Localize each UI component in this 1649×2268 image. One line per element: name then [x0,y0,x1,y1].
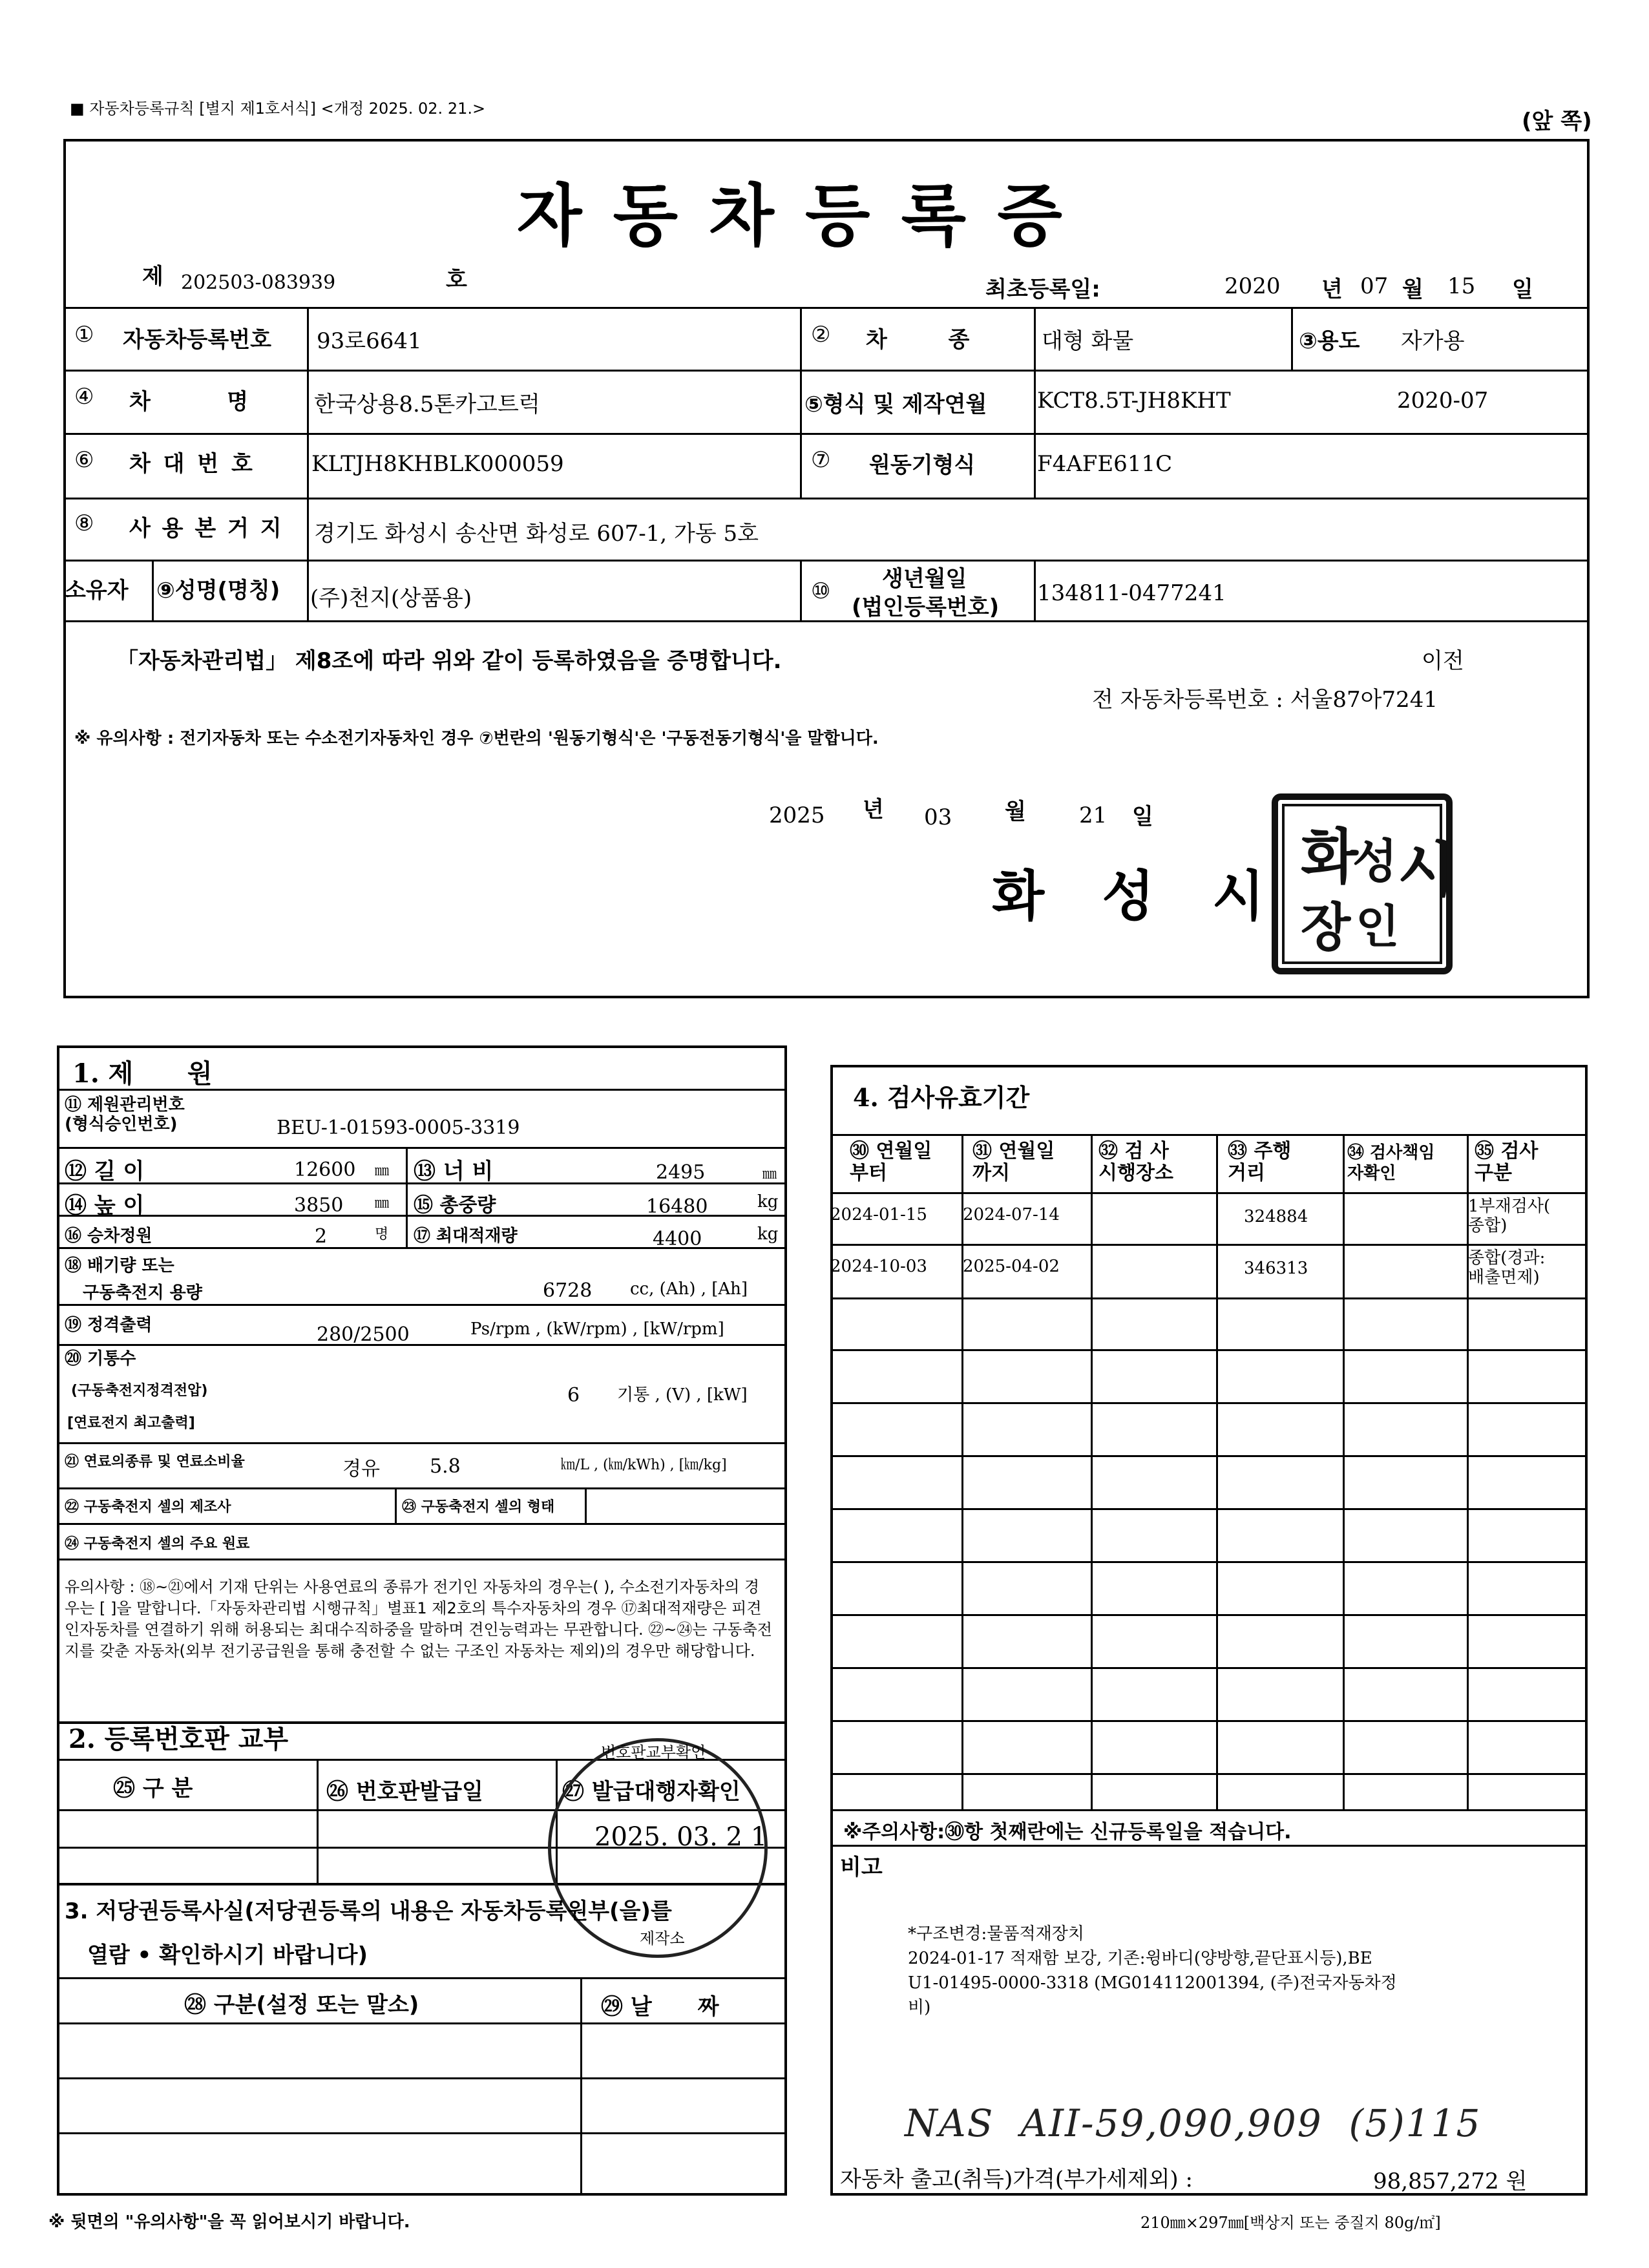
plate-stamp-bottom: 제작소 [640,1929,685,1948]
fuel-unit: ㎞/L , (㎞/kWh) , [㎞/kg] [561,1457,727,1473]
usage-label: ③용도 [1299,328,1360,354]
capacity-label: ⑯ 승차정원 [65,1226,152,1246]
price-label: 자동차 출고(취득)가격(부가세제외) : [840,2167,1193,2192]
vehicle-type-label: 차 종 [866,327,970,353]
regulation-line: ■ 자동차등록규칙 [별지 제1호서식] <개정 2025. 02. 21.> [70,100,486,118]
cert-number: 202503-083939 [181,271,336,294]
length-value: 12600 [294,1159,356,1181]
first-reg-year: 2020 [1224,273,1281,299]
insp-row-2-from: 2024-10-03 [830,1257,927,1276]
footer-notice: ※ 뒷면의 "유의사항"을 꼭 읽어보시기 바랍니다. [48,2212,410,2232]
height-unit: ㎜ [375,1195,390,1212]
insp-row-2-km: 346313 [1244,1259,1308,1278]
insp-col-place: ㉜ 검 사 시행장소 [1098,1140,1173,1184]
field-8-number: ⑧ [74,510,94,536]
fuel-label: ㉑ 연료의종류 및 연료소비율 [65,1454,245,1470]
plate-col-issue-date: ㉖ 번호판발급일 [326,1779,483,1805]
manufacture-date: 2020-07 [1397,388,1489,414]
spec-11-label: ⑪ 제원관리번호 (형식승인번호) [65,1095,185,1134]
vin-value: KLTJH8KHBLK000059 [311,451,564,477]
max-load-label: ⑰ 최대적재량 [414,1226,518,1246]
cylinders-label-1: ⑳ 기통수 [65,1349,136,1369]
max-load-unit: kg [757,1224,779,1244]
width-unit: ㎜ [762,1166,777,1182]
certify-statement: 「자동차관리법」 제8조에 따라 위와 같이 등록하였음을 증명합니다. [116,648,782,674]
mortgage-box [57,1885,787,2196]
owner-name-label: ⑨성명(명칭) [156,578,280,604]
cert-no-prefix: 제 [142,264,163,289]
field-7-number: ⑦ [811,447,831,473]
first-reg-label: 최초등록일: [985,277,1100,302]
corp-reg-value: 134811-0477241 [1037,580,1226,606]
reg-number-label: 자동차등록번호 [123,327,271,353]
field-1-number: ① [74,322,94,348]
first-reg-month: 07 [1360,273,1389,299]
field-4-number: ④ [74,384,94,410]
remarks-line-1: *구조변경:물품적재장치 [908,1924,1084,1944]
transfer-label: 이전 [1422,648,1464,674]
gross-weight-unit: kg [757,1192,779,1212]
max-load-value: 4400 [653,1228,702,1250]
mortgage-col-type: ㉘ 구분(설정 또는 말소) [184,1992,419,2018]
mortgage-title-2: 열람 • 확인하시기 바랍니다) [87,1942,368,1968]
plate-stamp-top: 번호판교부확인 [601,1743,706,1761]
first-reg-day-unit: 일 [1512,277,1533,302]
corp-reg-label: (법인등록번호) [852,594,1000,620]
insp-row-2-type: 종합(경과: 배출면제) [1468,1248,1546,1287]
issue-month-unit: 월 [1005,799,1026,824]
capacity-value: 2 [315,1225,328,1248]
cell-maker-label: ㉒ 구동축전지 셀의 제조사 [65,1499,231,1515]
insp-col-type: ㉟ 검사 구분 [1475,1140,1539,1184]
cylinders-value: 6 [567,1384,580,1407]
cylinders-label-3: [연료전지 최고출력] [67,1415,195,1431]
displacement-value: 6728 [543,1279,593,1302]
rated-output-unit: Ps/rpm , (kW/rpm) , [kW/rpm] [470,1319,724,1339]
issue-year: 2025 [769,803,825,828]
first-reg-month-unit: 월 [1402,277,1423,302]
remarks-line-2: 2024-01-17 적재함 보강, 기존:윙바디(양방향,끝단표시등),BE [908,1949,1372,1968]
mortgage-col-date: ㉙ 날 짜 [601,1994,719,2020]
svg-text:화: 화 [1301,822,1358,892]
issue-month: 03 [924,804,952,830]
engine-value: F4AFE611C [1037,451,1173,477]
footer-paper-spec: 210㎜×297㎜[백상지 또는 중질지 80g/㎡] [1140,2214,1441,2232]
remarks-line-3: U1-01495-0000-3318 (MG014112001394, (주)전국자동차정 [908,1973,1397,1993]
inspection-notice: ※주의사항:㉚항 첫째란에는 신규등록일을 적습니다. [843,1821,1292,1843]
insp-col-to: ㉛ 연월일 까지 [972,1140,1055,1184]
displacement-label-2: 구동축전지 용량 [83,1283,202,1303]
remarks-line-4: 비) [908,1998,931,2017]
capacity-unit: 명 [375,1226,389,1243]
svg-text:성: 성 [1352,834,1398,888]
width-label: ⑬ 너 비 [414,1159,494,1184]
birth-label: 생년월일 [882,566,967,592]
insp-row-2-to: 2025-04-02 [963,1257,1060,1276]
model-label: ⑤형식 및 제작연월 [804,392,987,417]
field-6-number: ⑥ [74,447,94,473]
usage-value: 자가용 [1401,328,1465,354]
specs-note: 유의사항 : ⑱~㉑에서 기재 단위는 사용연료의 종류가 전기인 자동차의 경우는( ), 수소전기자동차의 경우는 [ ]을 말합니다.「자동차관리법 시행규칙」별표1 제2호의 특수자동차의 경우 ⑰최대적재량은 피견인자동차를 연결하기 위해 허용되는 최대수직하중을 말하며 견인능력과는 무관합니다. ㉒~㉔는 구동축전지를 갖춘 자동차(외부 전기공급원을 통해 충전할 수 없는 구조인 자동차는 제외)의 경우만 해당합니다. [65,1578,772,1660]
plate-title: 2. 등록번호판 교부 [68,1724,289,1754]
mortgage-title-1: 3. 저당권등록사실(저당권등록의 내용은 자동차등록원부(을)를 [65,1898,672,1924]
height-value: 3850 [294,1194,344,1217]
vehicle-name-value: 한국상용8.5톤카고트럭 [314,392,540,417]
engine-label: 원동기형식 [869,452,976,478]
cell-material-label: ㉔ 구동축전지 셀의 주요 원료 [65,1536,250,1552]
inspection-title: 4. 검사유효기간 [853,1083,1030,1112]
width-value: 2495 [656,1161,706,1184]
insp-col-from: ㉚ 연월일 부터 [850,1140,932,1184]
first-reg-year-unit: 년 [1321,277,1343,302]
vehicle-type-value: 대형 화물 [1042,328,1134,354]
address-value: 경기도 화성시 송산면 화성로 607-1, 가동 5호 [314,521,759,547]
issue-day: 21 [1079,803,1108,828]
first-reg-day: 15 [1447,273,1476,299]
issue-year-unit: 년 [863,797,884,823]
issue-day-unit: 일 [1132,804,1153,830]
official-seal [1272,793,1453,974]
svg-text:장: 장 [1301,897,1351,958]
height-label: ⑭ 높 이 [65,1193,145,1219]
svg-text:인: 인 [1356,899,1400,953]
plate-col-type: ㉕ 구 분 [113,1776,193,1801]
certificate-title: 자 동 차 등 록 증 [517,176,1066,255]
displacement-unit: cc, (Ah) , [Ah] [630,1279,748,1299]
svg-text:시: 시 [1398,835,1455,905]
remarks-title: 비고 [840,1854,883,1880]
front-side-label: (앞 쪽) [1522,109,1592,134]
cert-no-suffix: 호 [446,267,467,293]
length-unit: ㎜ [375,1163,390,1179]
insp-row-1-from: 2024-01-15 [830,1205,927,1224]
fuel-efficiency: 5.8 [430,1455,461,1478]
cell-type-label: ㉓ 구동축전지 셀의 형태 [402,1499,555,1515]
insp-col-confirm: ㉞ 검사책임 자확인 [1347,1143,1435,1183]
owner-name-value: (주)천지(상품용) [310,585,472,611]
field-10-number: ⑩ [811,578,831,604]
plate-stamp-date: 2025. 03. 2 1 [594,1822,768,1852]
vehicle-name-label: 차 명 [129,389,249,415]
ev-notice: ※ 유의사항 : 전기자동차 또는 수소전기자동차인 경우 ⑦번란의 '원동기형식'은 '구동전동기형식'을 말합니다. [74,729,879,748]
insp-row-1-km: 324884 [1244,1207,1308,1226]
price-value: 98,857,272 원 [1373,2168,1528,2194]
spec-11-value: BEU-1-01593-0005-3319 [277,1117,520,1139]
specs-title: 1. 제 원 [72,1058,213,1089]
model-value: KCT8.5T-JH8KHT [1037,388,1231,414]
address-label: 사 용 본 거 지 [129,516,284,541]
fuel-type: 경유 [342,1458,380,1480]
cylinders-label-2: (구동축전지정격전압) [71,1383,208,1399]
owner-label: 소유자 [65,578,129,604]
insp-col-km: ㉝ 주행 거리 [1228,1140,1292,1184]
cylinders-unit: 기통 , (V) , [kW] [617,1385,748,1405]
reg-number-value: 93로6641 [317,328,422,354]
insp-row-1-type: 1부재검사( 종합) [1468,1197,1551,1235]
gross-weight-value: 16480 [646,1195,708,1218]
displacement-label-1: ⑱ 배기량 또는 [65,1256,174,1276]
rated-output-value: 280/2500 [317,1323,410,1346]
previous-reg-number: 전 자동차등록번호 : 서울87아7241 [1092,687,1438,713]
vin-label: 차 대 번 호 [129,451,255,477]
rated-output-label: ⑲ 정격출력 [65,1316,152,1335]
handwritten-note: NAS AII-59,090,909 (5)115 [905,2101,1482,2145]
issuer-name: 화 성 시 [992,864,1284,928]
gross-weight-label: ⑮ 총중량 [414,1194,496,1217]
seal-glyphs [1278,800,1455,968]
field-2-number: ② [811,322,831,348]
length-label: ⑫ 길 이 [65,1159,145,1184]
plate-col-agent: ㉗ 발급대행자확인 [562,1779,740,1805]
insp-row-1-to: 2024-07-14 [963,1205,1060,1224]
